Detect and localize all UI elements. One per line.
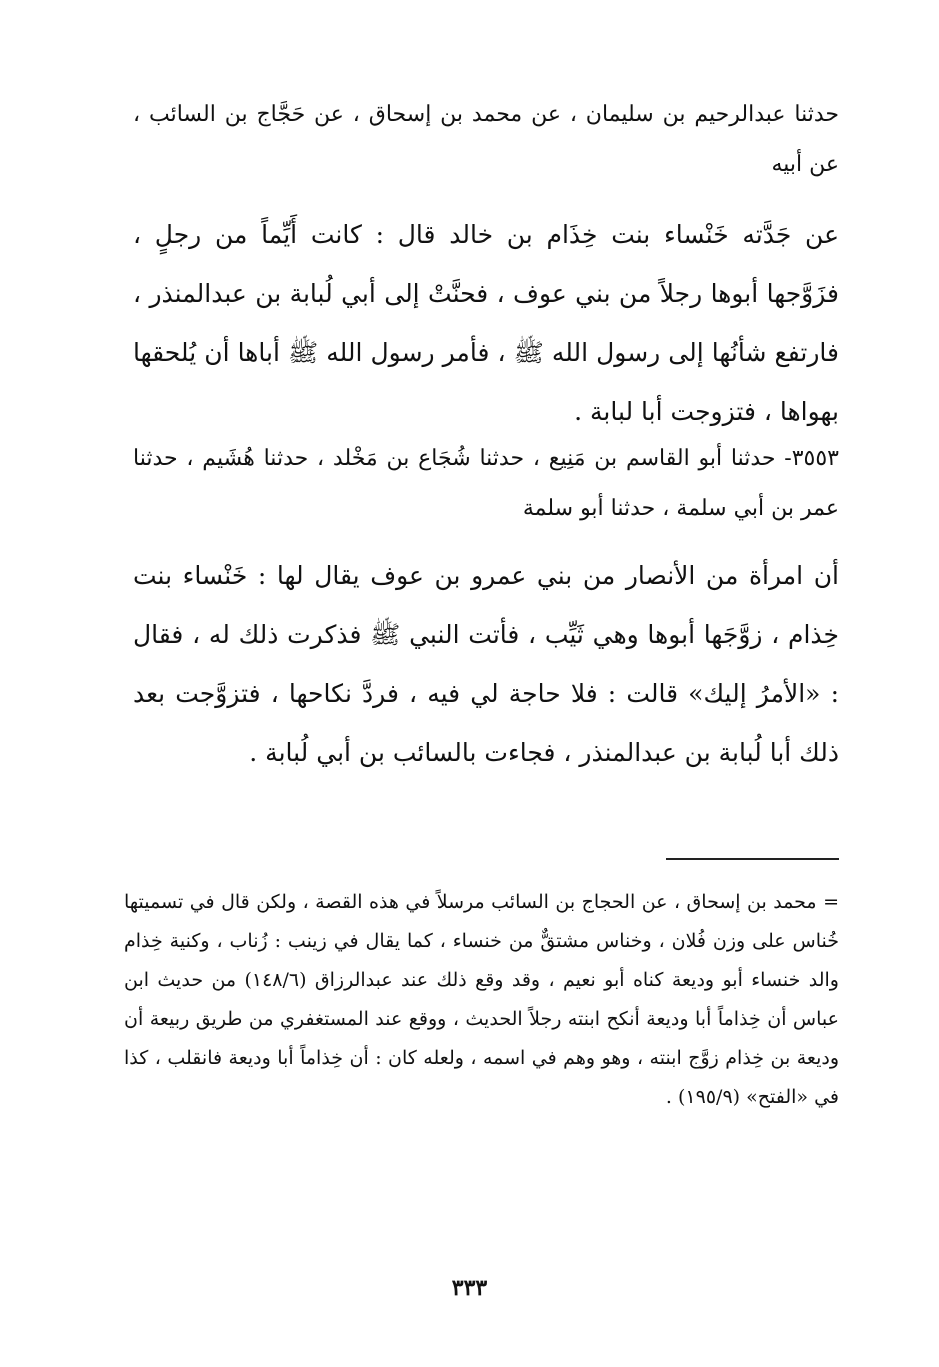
- hadith-text-1: عن جَدَّته خَنْساء بنت خِذَام بن خالد قال : كانت أَيِّماً من رجلٍ ، فزَوَّجها أبوها رجلاً من بني عوف ، فحنَّتْ إلى أبي لُبابة بن عبدالمنذر ، فارتفع شأنُها إلى رسول الله ﷺ ، فأمر رسول الله ﷺ أباها أن يُلحقها بهواها ، فتزوجت أبا لبابة .: [133, 220, 839, 426]
- chain-of-narration-1: حدثنا عبدالرحيم بن سليمان ، عن محمد بن إسحاق ، عن حَجَّاج بن السائب ، عن أبيه: [133, 102, 839, 177]
- page-number: ٣٣٣: [451, 1275, 488, 1301]
- chain-of-narration-2: ٣٥٥٣- حدثنا أبو القاسم بن مَنِيع ، حدثنا شُجَاع بن مَخْلد ، حدثنا هُشَيم ، حدثنا عمر بن أبي سلمة ، حدثنا أبو سلمة: [133, 446, 839, 521]
- footnote: = محمد بن إسحاق ، عن الحجاج بن السائب مرسلاً في هذه القصة ، ولكن قال في تسميتها خُناس على وزن فُلان ، وخناس مشتقٌّ من خنساء ، كما يقال في زينب : زُناب ، وكنية خِذام والد خنساء أبو وديعة كناه أبو نعيم ، وقد وقع ذلك عند عبدالرزاق (١٤٨/٦) من حديث ابن عباس أن خِذاماً أبا وديعة أنكح ابنته رجلاً الحديث ، ووقع عند المستغفري من طريق ربيعة أن وديعة بن خِذام زوَّج ابنته ، وهو وهم في اسمه ، ولعله كان : أن خِذاماً أبا وديعة فانقلب ، كذا في «الفتح» (١٩٥/٩) .: [124, 891, 839, 1108]
- hadith-text-2: أن امرأة من الأنصار من بني عمرو بن عوف يقال لها : خَنْساء بنت خِذام ، زوَّجَها أبوها وهي ثَيِّب ، فأتت النبي ﷺ فذكرت ذلك له ، فقال : «الأمرُ إليك» قالت : فلا حاجة لي فيه ، فردَّ نكاحها ، فتزوَّجت بعد ذلك أبا لُبابة بن عبدالمنذر ، فجاءت بالسائب بن أبي لُبابة .: [133, 561, 839, 767]
- footnote-separator: [666, 858, 839, 860]
